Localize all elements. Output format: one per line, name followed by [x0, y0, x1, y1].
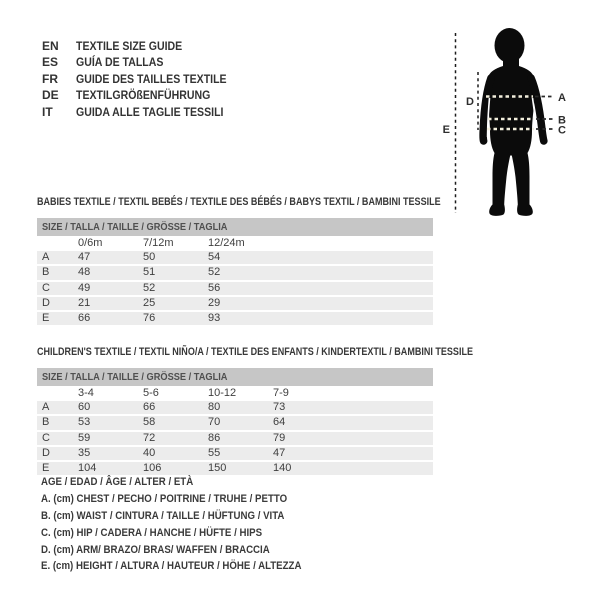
children-column-headers — [37, 387, 433, 400]
row-label: C — [42, 281, 50, 294]
language-row — [42, 71, 247, 87]
column-header: 5-6 — [143, 387, 159, 400]
chest-label: A — [558, 92, 566, 104]
legend-line: A. (cm) CHEST / PECHO / POITRINE / TRUHE / PETTO — [41, 492, 288, 505]
table-cell: 40 — [143, 446, 156, 459]
table-cell: 55 — [208, 446, 221, 459]
language-code: IT — [42, 104, 53, 119]
language-code: EN — [42, 39, 59, 53]
language-title: TEXTILE SIZE GUIDE — [76, 39, 183, 53]
column-header: 0/6m — [78, 237, 103, 250]
table-cell: 72 — [143, 431, 156, 444]
legend-line: C. (cm) HIP / CADERA / HANCHE / HÜFTE / HIPS — [41, 526, 263, 539]
measurement-legend — [41, 474, 337, 575]
row-label: C — [42, 431, 50, 444]
legend-line: AGE / EDAD / ÂGE / ALTER / ETÀ — [41, 476, 194, 488]
row-label: A — [42, 401, 50, 414]
table-cell: 35 — [78, 446, 91, 459]
table-row — [37, 312, 433, 325]
table-cell: 70 — [208, 416, 221, 429]
waist-label: B — [558, 114, 566, 127]
table-cell: 79 — [273, 431, 286, 444]
legend-line: E. (cm) HEIGHT / ALTURA / HAUTEUR / HÖHE / ALTEZZA — [41, 560, 302, 573]
height-label: E — [442, 124, 450, 136]
table-cell: 93 — [208, 312, 221, 324]
column-header: 12/24m — [208, 237, 245, 250]
hip-label: C — [558, 124, 566, 137]
children-table-rows — [37, 401, 433, 475]
row-label: D — [42, 296, 50, 309]
child-measurement-figure — [436, 20, 586, 222]
table-row — [37, 251, 433, 264]
babies-table-rows — [37, 251, 433, 325]
language-list — [42, 38, 247, 120]
row-label: B — [42, 416, 50, 429]
table-cell: 47 — [78, 251, 91, 264]
language-code: FR — [42, 71, 58, 86]
table-cell: 76 — [143, 312, 156, 324]
table-row — [37, 416, 433, 429]
table-cell: 58 — [143, 416, 156, 429]
row-label: A — [42, 251, 50, 264]
babies-section-title: BABIES TEXTILE / TEXTIL BEBÉS / TEXTILE DES BÉBÉS / BABYS TEXTIL / BAMBINI TESSILE — [37, 196, 441, 209]
table-cell: 47 — [273, 446, 286, 459]
table-row — [37, 266, 433, 279]
table-cell: 80 — [208, 401, 221, 414]
row-label: E — [42, 462, 50, 474]
table-row — [37, 432, 433, 445]
language-code: ES — [42, 55, 59, 70]
column-header: 7-9 — [273, 387, 289, 400]
table-cell: 150 — [208, 462, 227, 474]
table-row — [37, 401, 433, 414]
table-cell: 49 — [78, 281, 91, 294]
legend-line: B. (cm) WAIST / CINTURA / TAILLE / HÜFTUNG / VITA — [41, 509, 285, 522]
row-label: E — [42, 312, 50, 324]
table-cell: 64 — [273, 416, 286, 429]
table-cell: 73 — [273, 401, 286, 414]
table-row — [37, 447, 433, 460]
table-cell: 104 — [78, 462, 97, 474]
column-header: 10-12 — [208, 387, 237, 400]
table-cell: 21 — [78, 296, 91, 309]
language-title: TEXTILGRÖßENFÜHRUNG — [76, 88, 211, 103]
table-cell: 56 — [208, 281, 221, 294]
table-cell: 54 — [208, 251, 221, 264]
table-cell: 50 — [143, 251, 156, 264]
table-cell: 140 — [273, 462, 292, 474]
language-code: DE — [42, 88, 59, 103]
table-cell: 29 — [208, 296, 221, 309]
child-silhouette-icon — [483, 28, 544, 216]
table-row — [37, 282, 433, 295]
language-title: GUIDE DES TAILLES TEXTILE — [76, 71, 227, 86]
table-cell: 53 — [78, 416, 91, 429]
language-row — [42, 104, 247, 120]
legend-line: D. (cm) ARM/ BRAZO/ BRAS/ WAFFEN / BRACCIA — [41, 543, 270, 556]
babies-size-header-bar: SIZE / TALLA / TAILLE / GRÖSSE / TAGLIA — [37, 218, 433, 236]
language-row — [42, 87, 247, 103]
children-textile-section — [37, 336, 473, 477]
table-cell: 25 — [143, 296, 156, 309]
language-title: GUÍA DE TALLAS — [76, 55, 164, 70]
language-row — [42, 54, 247, 70]
table-cell: 48 — [78, 266, 91, 279]
column-header: 3-4 — [78, 387, 94, 400]
table-cell: 52 — [143, 281, 156, 294]
table-cell: 86 — [208, 431, 221, 444]
language-title: GUIDA ALLE TAGLIE TESSILI — [76, 104, 224, 119]
table-cell: 66 — [143, 401, 156, 414]
row-label: D — [42, 446, 50, 459]
column-header: 7/12m — [143, 237, 174, 250]
table-row — [37, 297, 433, 310]
row-label: B — [42, 266, 50, 279]
table-cell: 106 — [143, 462, 162, 474]
table-cell: 66 — [78, 312, 91, 324]
language-row — [42, 38, 247, 54]
children-section-title: CHILDREN'S TEXTILE / TEXTIL NIÑO/A / TEXTILE DES ENFANTS / KINDERTEXTIL / BAMBINI TESSILE — [37, 346, 473, 359]
arm-label: D — [466, 96, 474, 108]
babies-textile-section — [37, 186, 441, 327]
children-size-header-bar: SIZE / TALLA / TAILLE / GRÖSSE / TAGLIA — [37, 368, 433, 386]
child-silhouette-diagram — [436, 20, 586, 222]
table-cell: 52 — [208, 266, 221, 279]
table-cell: 59 — [78, 431, 91, 444]
babies-column-headers — [37, 237, 433, 250]
table-cell: 51 — [143, 266, 156, 279]
table-cell: 60 — [78, 401, 91, 414]
